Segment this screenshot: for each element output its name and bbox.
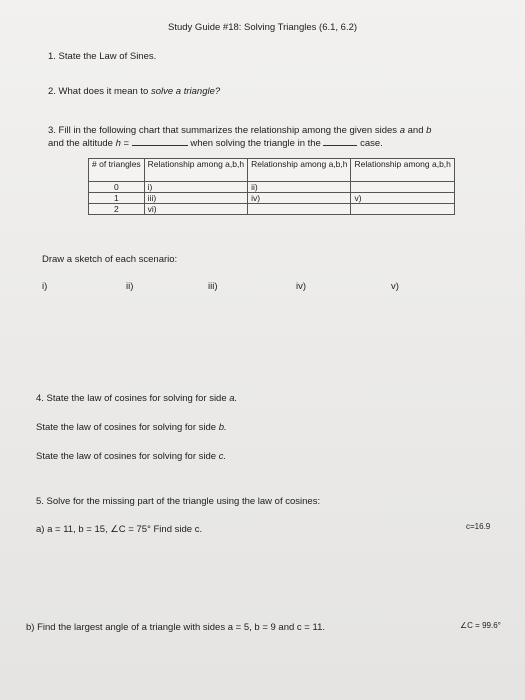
equals-text: =: [120, 138, 132, 149]
page-title: Study Guide #18: Solving Triangles (6.1, 6.2): [168, 22, 358, 33]
table-cell[interactable]: v): [351, 193, 454, 204]
answer-5-b: ∠C = 99.6°: [460, 621, 501, 630]
question-4-a-var: a.: [229, 393, 238, 404]
table-row: [89, 182, 455, 193]
sketch-item[interactable]: i): [42, 281, 48, 292]
table-cell[interactable]: iii): [144, 193, 247, 204]
question-4-b: [36, 422, 227, 433]
table-cell: [351, 204, 454, 215]
question-4-a-text: 4. State the law of cosines for solving for side: [36, 393, 230, 404]
relationship-table: [88, 158, 455, 215]
sketch-item[interactable]: ii): [126, 281, 134, 292]
question-1: 1. State the Law of Sines.: [48, 51, 157, 62]
table-header-cell: Relationship among a,b,h: [248, 159, 351, 182]
var-h: h: [115, 138, 121, 149]
table-cell: [351, 182, 454, 193]
question-3-line-1: [48, 125, 431, 136]
altitude-blank[interactable]: [132, 136, 188, 146]
var-a: a: [399, 125, 405, 136]
table-row: [89, 193, 455, 204]
question-4-b-text: State the law of cosines for solving for side: [36, 422, 219, 433]
altitude-text: and the altitude: [48, 138, 116, 149]
mid-text: when solving the triangle in the: [187, 138, 324, 149]
question-2-italic: solve a triangle?: [150, 86, 221, 97]
var-b: b: [426, 125, 432, 136]
question-2: [48, 86, 220, 97]
question-4-c-var: c.: [218, 451, 227, 462]
case-text: case.: [357, 138, 383, 149]
table-cell[interactable]: i): [144, 182, 247, 193]
table-cell: 2: [89, 204, 145, 215]
table-header-cell: # of triangles: [89, 159, 145, 182]
question-3-line-2: [48, 136, 383, 149]
table-cell[interactable]: ii): [248, 182, 351, 193]
question-4-b-var: b.: [218, 422, 227, 433]
table-row: [89, 204, 455, 215]
table-header-cell: Relationship among a,b,h: [351, 159, 454, 182]
and-text: and: [404, 125, 427, 136]
table-cell: 1: [89, 193, 145, 204]
table-header-cell: Relationship among a,b,h: [144, 159, 247, 182]
question-2-text: 2. What does it mean to: [48, 86, 151, 97]
question-4-c: [36, 451, 226, 462]
table-header-row: [89, 159, 455, 182]
table-cell[interactable]: iv): [248, 193, 351, 204]
question-5-b: b) Find the largest angle of a triangle with sides a = 5, b = 9 and c = 11.: [26, 622, 325, 633]
case-blank[interactable]: [323, 136, 357, 146]
sketch-label: Draw a sketch of each scenario:: [42, 254, 178, 265]
question-4-a: [36, 393, 237, 404]
question-4-c-text: State the law of cosines for solving for side: [36, 451, 219, 462]
question-5-a: a) a = 11, b = 15, ∠C = 75° Find side c.: [36, 524, 203, 535]
table-cell: [248, 204, 351, 215]
sketch-item[interactable]: iv): [296, 281, 307, 292]
question-3-text: 3. Fill in the following chart that summarizes the relationship among the given sides: [48, 125, 400, 136]
table-cell[interactable]: vi): [144, 204, 247, 215]
table-cell: 0: [89, 182, 145, 193]
sketch-item[interactable]: iii): [208, 281, 218, 292]
answer-5-a: c=16.9: [466, 522, 491, 531]
sketch-item[interactable]: v): [391, 281, 399, 292]
question-5: 5. Solve for the missing part of the triangle using the law of cosines:: [36, 496, 321, 507]
